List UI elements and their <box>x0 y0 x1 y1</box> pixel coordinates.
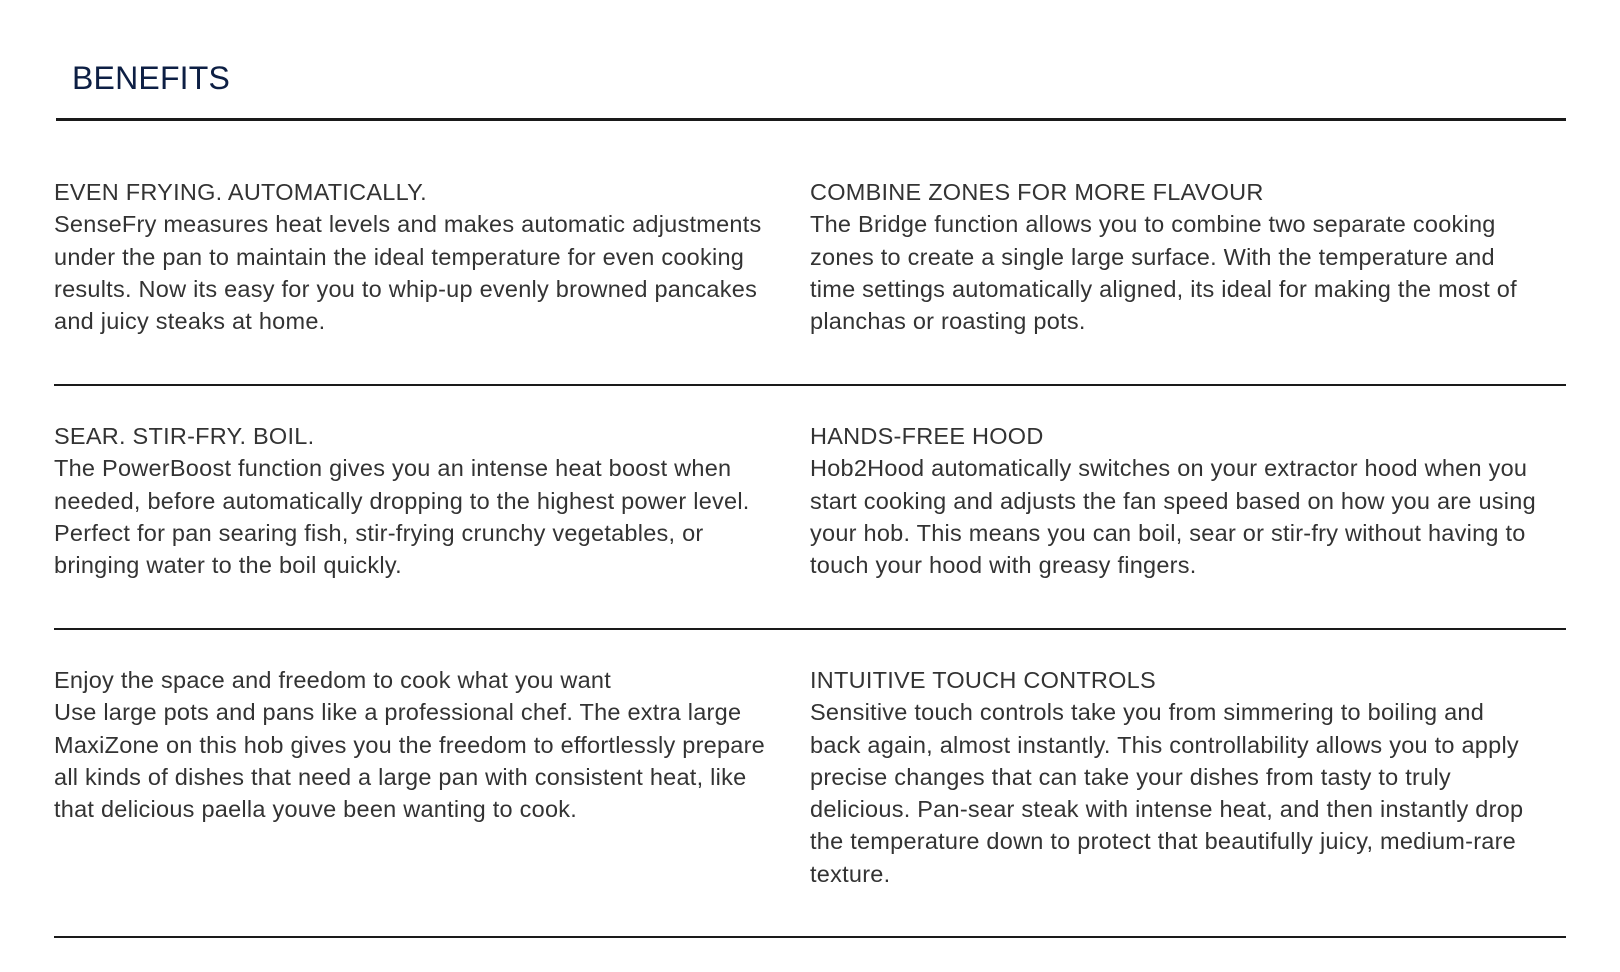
benefit-combine-zones <box>810 176 1540 337</box>
benefit-description: Use large pots and pans like a professional chef. The extra large MaxiZone on this hob gives you the freedom to effortlessly prepare all kinds of dishes that need a large pan with consistent heat, like that delicious paella youve been wanting to cook. <box>54 699 766 823</box>
benefit-heading: EVEN FRYING. AUTOMATICALLY. <box>54 179 427 205</box>
section-title: BENEFITS <box>72 60 231 96</box>
benefit-heading: SEAR. STIR-FRY. BOIL. <box>54 423 315 449</box>
benefit-hands-free-hood <box>810 420 1540 581</box>
benefit-description: SenseFry measures heat levels and makes automatic adjustments under the pan to maintain the ideal temperature for even cooking results. Now its easy for you to whip-up evenly browned pancakes and juicy steaks at home. <box>54 211 762 335</box>
benefit-description: Hob2Hood automatically switches on your extractor hood when you start cooking and adjusts the fan speed based on how you are using your hob. This means you can boil, sear or stir-fry without having to touch your hood with greasy fingers. <box>810 455 1536 579</box>
benefit-maxizone <box>54 664 784 825</box>
benefit-heading: Enjoy the space and freedom to cook what you want <box>54 667 611 693</box>
benefit-even-frying <box>54 176 784 337</box>
title-divider <box>56 118 1566 121</box>
benefit-powerboost <box>54 420 784 581</box>
benefit-heading: HANDS-FREE HOOD <box>810 423 1044 449</box>
benefit-description: The PowerBoost function gives you an intense heat boost when needed, before automatically dropping to the highest power level. Perfect for pan searing fish, stir-frying crunchy vegetables, or bringing water to the boil quickly. <box>54 455 750 579</box>
row-divider <box>54 628 1566 630</box>
benefit-heading: INTUITIVE TOUCH CONTROLS <box>810 667 1156 693</box>
benefit-heading: COMBINE ZONES FOR MORE FLAVOUR <box>810 179 1264 205</box>
benefit-description: The Bridge function allows you to combine two separate cooking zones to create a single large surface. With the temperature and time settings automatically aligned, its ideal for making the most of planchas or roasting pots. <box>810 211 1517 335</box>
row-divider <box>54 936 1566 938</box>
benefit-description: Sensitive touch controls take you from simmering to boiling and back again, almost instantly. This controllability allows you to apply precise changes that can take your dishes from tasty to truly delicious. Pan-sear steak with intense heat, and then instantly drop the temperature down to protect that beautifully juicy, medium-rare texture. <box>810 699 1524 887</box>
row-divider <box>54 384 1566 386</box>
benefit-touch-controls <box>810 664 1540 890</box>
